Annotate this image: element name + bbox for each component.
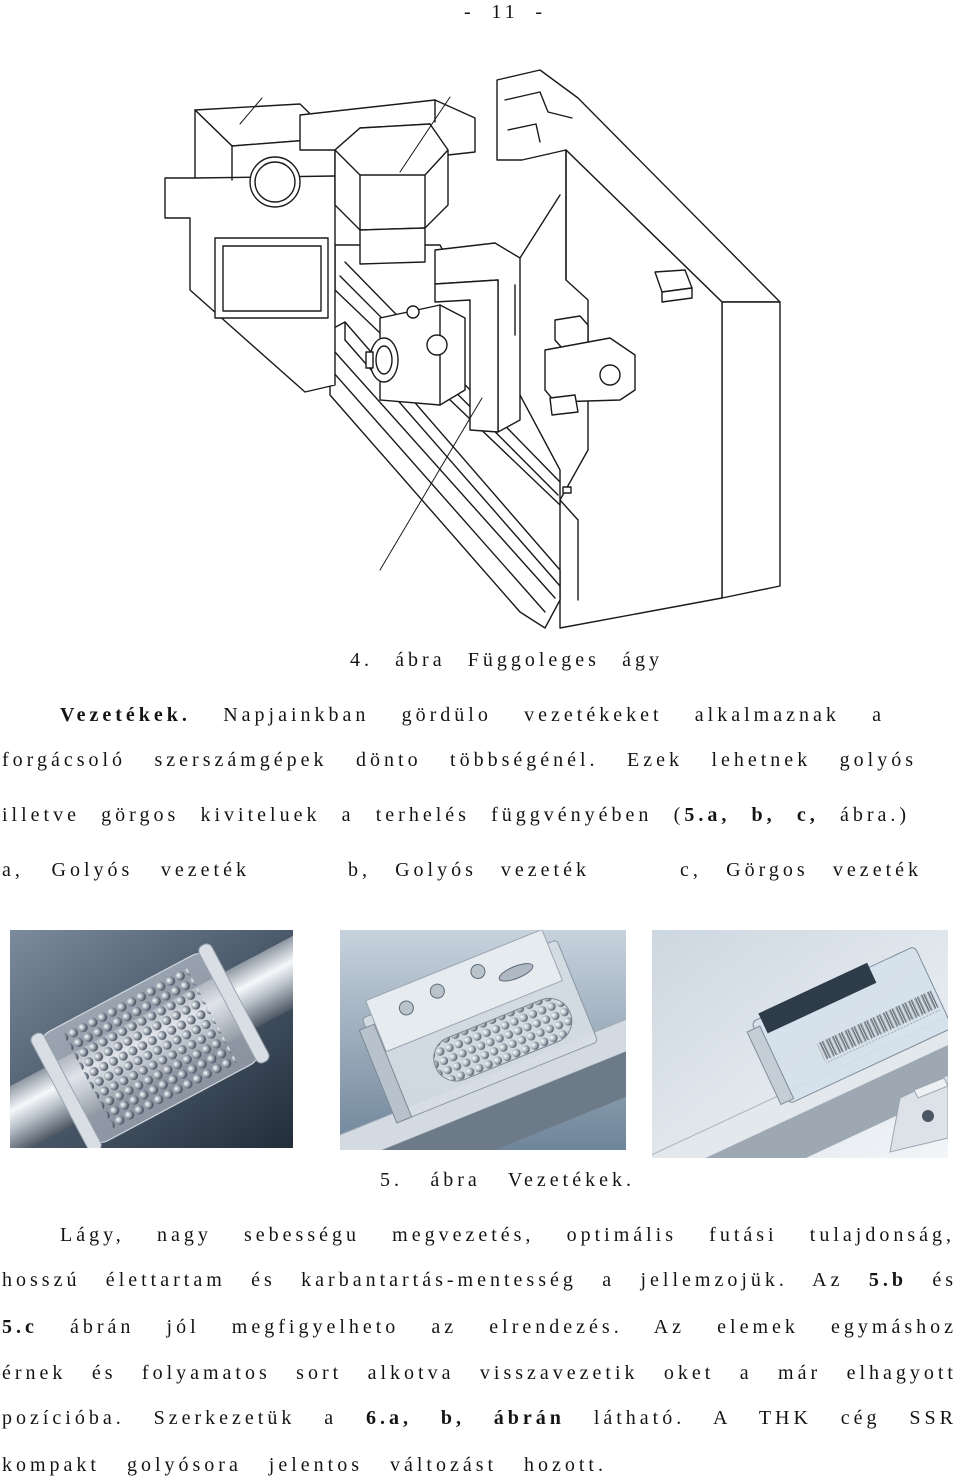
bed-screw: [563, 487, 571, 493]
paragraph-2-line-4: érnek és folyamatos sort alkotva visszavezetik oket a már elhagyott: [2, 1362, 957, 1384]
line-text-tail: ábra.): [839, 804, 911, 826]
paragraph-2-line-2: [2, 1268, 957, 1292]
carriage-bore: [427, 335, 447, 355]
line-text: ábrán jól megfigyelheto az elrendezés. Az elemek egymáshoz: [70, 1316, 957, 1338]
line-text: pozícióba. Szerkezetük a: [2, 1407, 338, 1429]
spindle-nose: [360, 228, 425, 264]
line-text: illetve görgos kiviteluek a terhelés függvényében (: [2, 804, 685, 826]
paragraph-1-line-2: forgácsoló szerszámgépek dönto többségénél. Ezek lehetnek golyós: [2, 749, 917, 771]
tool-holder-main: [545, 338, 635, 402]
figure-5-label-a: a, Golyós vezeték: [2, 859, 250, 881]
paragraph-1-line-3: [2, 803, 910, 827]
photo-ball-bushing-guide: [10, 930, 293, 1148]
line-text-tail: látható. A THK cég SSR: [593, 1407, 958, 1429]
bold-term: Vezetékek.: [60, 704, 191, 726]
figure-reference: 5.c: [2, 1316, 38, 1338]
figure-reference: 5.a, b, c,: [684, 804, 819, 826]
figure-reference: 6.a, b, ábrán: [365, 1407, 565, 1429]
photo-ball-guide-block: [340, 930, 626, 1150]
figure-5-label-c: c, Görgos vezeték: [680, 859, 922, 881]
figure-5-caption: 5. ábra Vezetékek.: [380, 1169, 635, 1191]
line-text-tail: és: [932, 1269, 958, 1291]
line-text: hosszú élettartam és karbantartás-mentesség a jellemzojük. Az: [2, 1269, 844, 1291]
spindle-housing: [335, 124, 448, 230]
paragraph-2-line-5: [2, 1406, 957, 1430]
figure-4-vertical-bed-drawing: [150, 60, 790, 640]
figure-4-caption: 4. ábra Függoleges ágy: [350, 649, 663, 671]
figure-5-label-b: b, Golyós vezeték: [348, 859, 590, 881]
paragraph-2-line-3: [2, 1315, 957, 1339]
figure-reference: 5.b: [868, 1269, 907, 1291]
photo-roller-guide-block: [652, 930, 948, 1158]
paragraph-2-line-6: kompakt golyósora jelentos változást hozott.: [2, 1454, 607, 1476]
tool-holder-lower: [550, 395, 578, 415]
page-number: - 11 -: [464, 1, 546, 23]
paragraph-1-line-1: [60, 703, 885, 727]
paragraph-2-line-1: Lágy, nagy sebességu megvezetés, optimális futási tulajdonság,: [60, 1224, 955, 1246]
right-column-side-face: [722, 302, 780, 598]
line-text: Napjainkban gördülo vezetékeket alkalmaznak a: [223, 704, 885, 726]
